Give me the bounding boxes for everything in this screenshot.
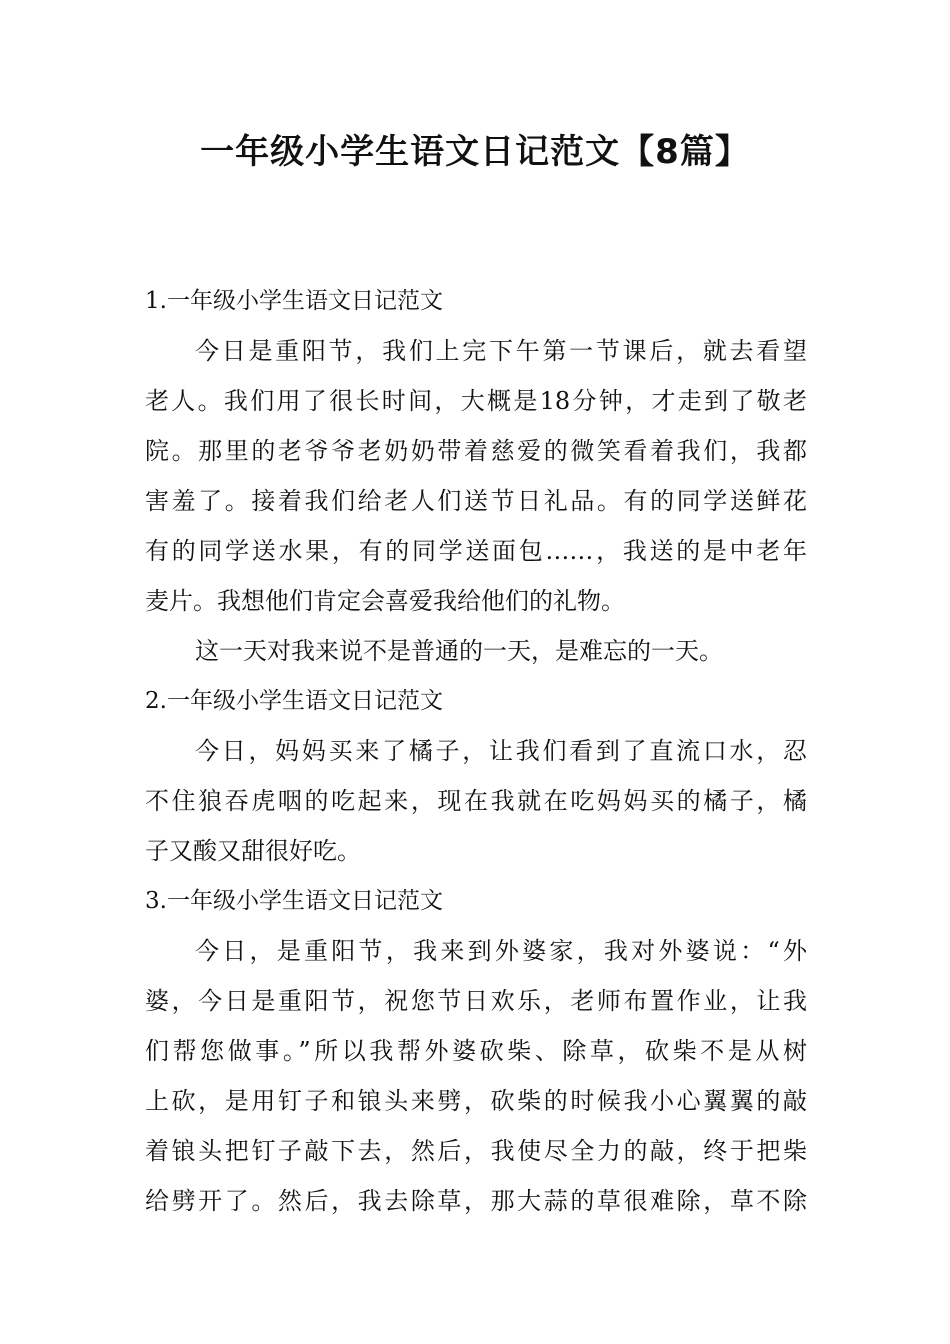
- paragraph-line: 着锒头把钉子敲下去，然后，我使尽全力的敲，终于把柴: [145, 1137, 807, 1165]
- paragraph-line: 婆，今日是重阳节，祝您节日欢乐，老师布置作业，让我: [145, 987, 807, 1015]
- paragraph-line: 有的同学送水果，有的同学送面包……，我送的是中老年: [145, 537, 807, 565]
- paragraph-line: 不住狼吞虎咽的吃起来，现在我就在吃妈妈买的橘子，橘: [145, 787, 807, 815]
- paragraph-line: 给劈开了。然后，我去除草，那大蒜的草很难除，草不除: [145, 1187, 807, 1215]
- paragraph-line: 麦片。我想他们肯定会喜爱我给他们的礼物。: [145, 587, 625, 615]
- paragraph-line: 今日，妈妈买来了橘子，让我们看到了直流口水，忍: [195, 737, 807, 765]
- paragraph-line: 今日是重阳节，我们上完下午第一节课后，就去看望: [195, 337, 807, 365]
- document-body: [145, 276, 807, 1226]
- paragraph-line: 今日，是重阳节，我来到外婆家，我对外婆说：“外: [195, 937, 807, 965]
- document-title: 一年级小学生语文日记范文【8篇】: [200, 132, 750, 172]
- section-heading-1: 1.一年级小学生语文日记范文: [145, 288, 443, 314]
- paragraph-line: 子又酸又甜很好吃。: [145, 837, 361, 865]
- paragraph-line: 害羞了。接着我们给老人们送节日礼品。有的同学送鲜花: [145, 487, 807, 515]
- paragraph-line: 老人。我们用了很长时间，大概是18分钟，才走到了敬老: [145, 387, 807, 415]
- paragraph-line: 们帮您做事。”所以我帮外婆砍柴、除草，砍柴不是从树: [145, 1037, 807, 1065]
- section-heading-2: 2.一年级小学生语文日记范文: [145, 688, 443, 714]
- paragraph-line: 上砍，是用钉子和锒头来劈，砍柴的时候我小心翼翼的敲: [145, 1087, 807, 1115]
- paragraph-line: 这一天对我来说不是普通的一天，是难忘的一天。: [195, 637, 723, 665]
- section-heading-3: 3.一年级小学生语文日记范文: [145, 888, 443, 914]
- paragraph-line: 院。那里的老爷爷老奶奶带着慈爱的微笑看着我们，我都: [145, 437, 807, 465]
